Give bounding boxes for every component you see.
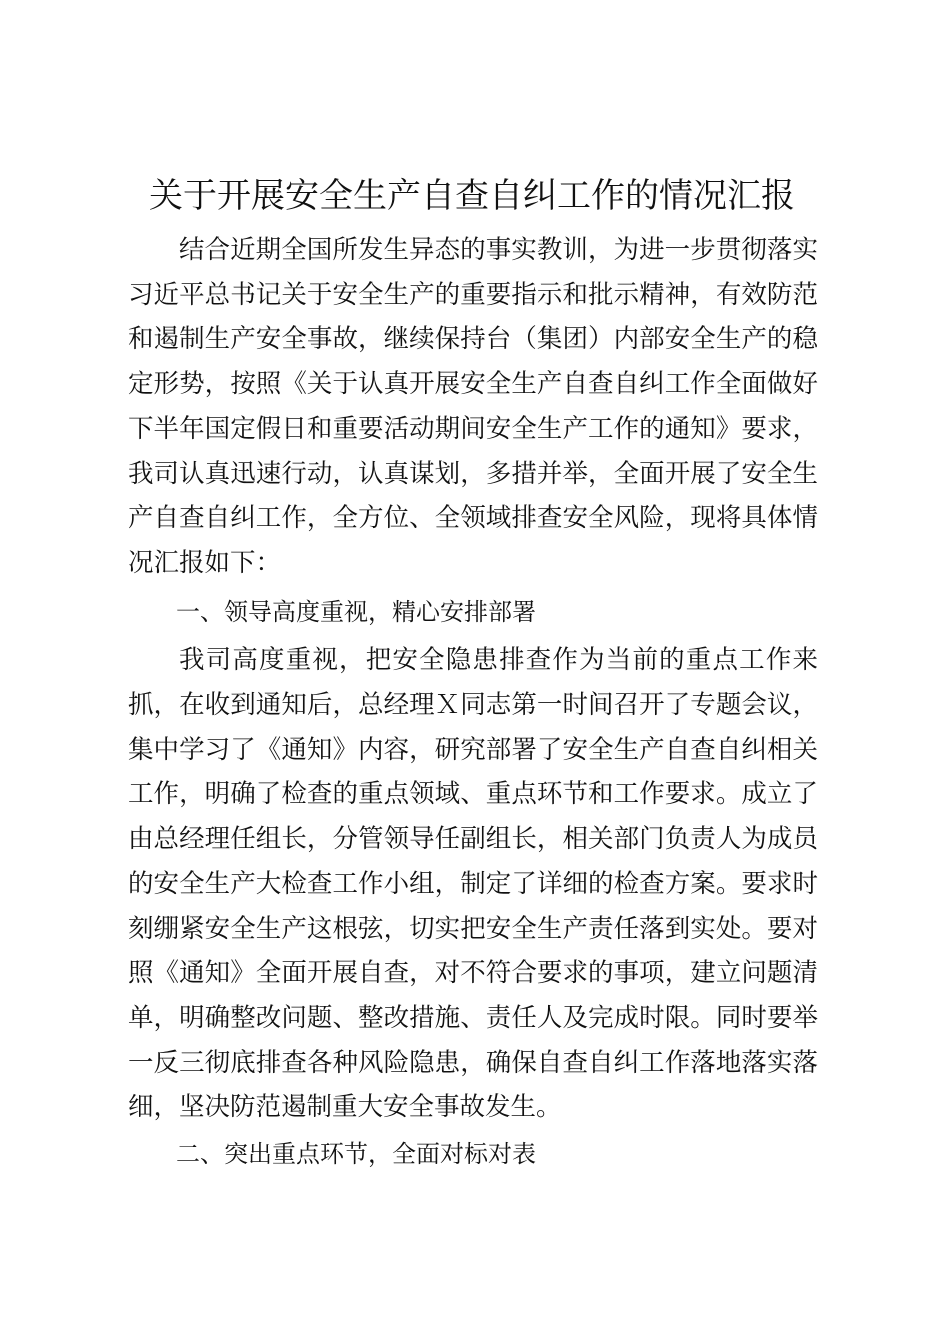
section-heading-1: 一、领导高度重视，精心安排部署 xyxy=(176,597,536,626)
document-title: 关于开展安全生产自查自纠工作的情况汇报 xyxy=(149,176,795,216)
document-page xyxy=(128,170,818,1177)
section-body-1: 我司高度重视，把安全隐患排查作为当前的重点工作来抓，在收到通知后，总经理Ｘ同志第一时间召开了专题会议，集中学习了《通知》内容，研究部署了安全生产自查自纠相关工作，明确了检查的重点领域、重点环节和工作要求。成立了由总经理任组长，分管领导任副组长，相关部门负责人为成员的安全生产大检查工作小组，制定了详细的检查方案。要求时刻绷紧安全生产这根弦，切实把安全生产责任落到实处。要对照《通知》全面开展自查，对不符合要求的事项，建立问题清单，明确整改问题、整改措施、责任人及完成时限。同时要举一反三彻底排查各种风险隐患，确保自查自纠工作落地落实落细，坚决防范遏制重大安全事故发生。 xyxy=(128,645,818,1123)
section-heading-2: 二、突出重点环节，全面对标对表 xyxy=(176,1140,536,1169)
intro-paragraph: 结合近期全国所发生异态的事实教训，为进一步贯彻落实习近平总书记关于安全生产的重要指示和批示精神，有效防范和遏制生产安全事故，继续保持台（集团）内部安全生产的稳定形势，按照《关于认真开展安全生产自查自纠工作全面做好下半年国定假日和重要活动期间安全生产工作的通知》要求，我司认真迅速行动，认真谋划，多措并举，全面开展了安全生产自查自纠工作，全方位、全领域排查安全风险，现将具体情况汇报如下： xyxy=(128,235,818,578)
